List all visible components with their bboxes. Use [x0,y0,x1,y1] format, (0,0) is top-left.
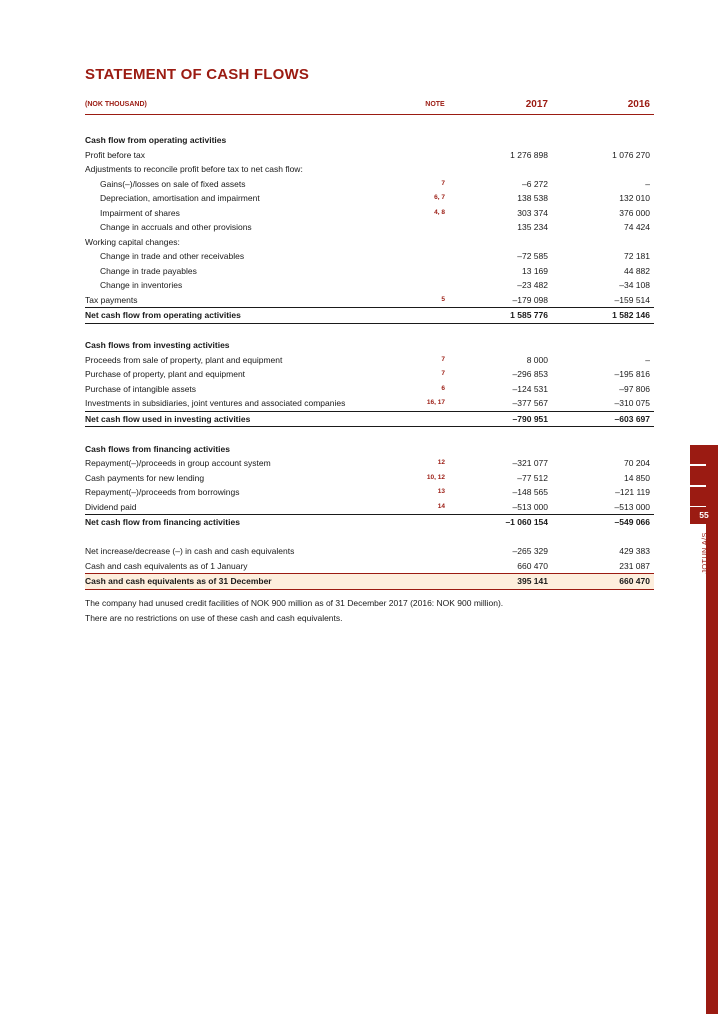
row-note: 4, 8 [434,208,445,216]
value-2016: –159 514 [614,294,650,305]
table-row [85,148,654,163]
row-label: Adjustments to reconcile profit before tax to net cash flow: [85,164,303,174]
row-label: Cash and cash equivalents as of 31 December [85,576,272,586]
value-2017: –77 512 [517,472,548,483]
value-2017: –72 585 [517,251,548,261]
spacer-row [85,427,654,442]
section-tab [690,466,718,485]
value-2017: 8 000 [526,354,548,365]
value-2017: 1 585 776 [510,310,548,320]
value-2017: –179 098 [512,294,548,305]
value-2017: 1 276 898 [510,149,548,160]
value-2017: 13 169 [522,265,548,276]
row-label: Net cash flow from financing activities [85,517,240,527]
value-2016: 74 424 [624,222,650,232]
spacer-row [85,530,654,545]
row-label: Net cash flow from operating activities [85,310,241,320]
value-2017: –790 951 [512,413,548,424]
row-note: 16, 17 [426,399,445,406]
table-row [85,177,654,192]
row-label: Change in trade and other receivables [100,251,245,261]
table-row [85,191,654,206]
value-2016: – [645,354,650,365]
table-row [85,338,654,353]
table-row [85,559,654,574]
value-2016: –97 806 [619,383,650,394]
row-label: Cash flow from operating activities [85,135,227,145]
table-row [85,206,654,221]
table-row [85,515,654,530]
value-2017: –296 853 [512,369,548,379]
table-row [85,220,654,235]
value-2016: –34 108 [619,280,650,290]
value-2017: –148 565 [512,487,548,497]
table-header [85,100,654,115]
row-note: 6, 7 [434,194,445,201]
table-row [85,442,654,457]
value-2016: 1 076 270 [612,149,650,160]
note-column-header: NOTE [425,101,445,108]
row-note: 6 [441,384,445,392]
value-2016: 660 470 [619,576,650,586]
year-2017-header: 2017 [525,99,548,110]
row-note: 7 [441,179,445,187]
row-label: Dividend paid [85,501,137,512]
row-label: Net increase/decrease (–) in cash and cash equivalents [85,546,295,556]
table-row [85,500,654,516]
row-label: Profit before tax [85,149,146,160]
table-row [85,278,654,293]
row-note: 10, 12 [426,473,445,481]
table-row [85,382,654,397]
row-label: Repayment(–)/proceeds from borrowings [85,487,240,497]
table-row [85,162,654,177]
row-label: Change in trade payables [100,265,197,276]
value-2016: 1 582 146 [612,310,650,320]
table-row [85,573,654,590]
row-note: 13 [437,488,445,495]
table-row [85,544,654,559]
value-2016: –513 000 [614,501,650,512]
row-note: 7 [441,370,445,377]
value-2016: –549 066 [614,517,650,527]
row-note: 5 [441,295,445,303]
value-2016: 70 204 [624,458,650,468]
value-2017: –377 567 [512,398,548,408]
table-row [85,396,654,412]
table-row [85,133,654,148]
row-label: Repayment(–)/proceeds in group account system [85,458,271,468]
value-2017: 138 538 [517,193,548,203]
value-2017: 395 141 [517,576,548,586]
row-note: 12 [437,459,445,466]
value-2016: – [645,178,650,189]
footnote-restrictions: There are no restrictions on use of these cash and cash equivalents. [85,613,343,623]
table-row [85,412,654,428]
section-tab [690,487,718,506]
page-number: 55 [690,507,718,524]
value-2016: –603 697 [614,413,650,424]
table-row [85,485,654,500]
value-2017: –1 060 154 [505,517,548,527]
table-row [85,456,654,471]
row-label: Tax payments [85,294,138,305]
table-row [85,367,654,382]
value-2016: 429 383 [619,546,650,556]
row-label: Purchase of intangible assets [85,383,197,394]
section-tab [690,445,718,464]
row-note: 7 [441,355,445,363]
row-label: Impairment of shares [100,207,180,218]
value-2017: –124 531 [512,383,548,394]
value-2016: –195 816 [614,369,650,379]
page-title: STATEMENT OF CASH FLOWS [85,66,310,83]
table-row [85,471,654,486]
row-label: Cash flows from financing activities [85,443,231,454]
value-2016: 132 010 [619,193,650,203]
units-label: (NOK THOUSAND) [85,101,147,108]
value-2016: –310 075 [614,398,650,408]
value-2017: –321 077 [512,458,548,468]
value-2017: –265 329 [512,546,548,556]
year-2016-header: 2016 [627,99,650,110]
spacer-row [85,324,654,339]
table-row [85,308,654,324]
row-label: Purchase of property, plant and equipment [85,369,246,379]
row-note: 14 [437,502,445,510]
cash-flow-table [85,133,654,590]
value-2017: –513 000 [512,501,548,512]
table-row [85,353,654,368]
row-label: Cash flows from investing activities [85,340,230,350]
row-label: Gains(–)/losses on sale of fixed assets [100,178,246,189]
value-2017: –6 272 [522,178,548,189]
row-label: Investments in subsidiaries, joint ventures and associated companies [85,398,346,408]
table-row [85,293,654,309]
row-label: Change in inventories [100,280,183,290]
footnote-credit-facilities: The company had unused credit facilities of NOK 900 million as of 31 December 2017 (2016: NOK 900 million). [85,598,504,608]
row-label: Proceeds from sale of property, plant and equipment [85,354,283,365]
company-name: JOTUN A/S [700,532,709,574]
table-row [85,264,654,279]
value-2017: 303 374 [517,207,548,218]
value-2016: 376 000 [619,207,650,218]
value-2017: 135 234 [517,222,548,232]
row-label: Net cash flow used in investing activities [85,413,251,424]
row-label: Depreciation, amortisation and impairment [100,193,260,203]
row-label: Change in accruals and other provisions [100,222,252,232]
row-label: Working capital changes: [85,236,180,247]
value-2017: –23 482 [517,280,548,290]
value-2016: 44 882 [624,265,650,276]
table-row [85,235,654,250]
value-2016: 72 181 [624,251,650,261]
value-2017: 660 470 [517,560,548,571]
table-row [85,249,654,264]
row-label: Cash and cash equivalents as of 1 January [85,560,248,571]
value-2016: –121 119 [615,487,650,497]
row-label: Cash payments for new lending [85,472,205,483]
value-2016: 231 087 [619,560,650,571]
value-2016: 14 850 [624,472,650,483]
